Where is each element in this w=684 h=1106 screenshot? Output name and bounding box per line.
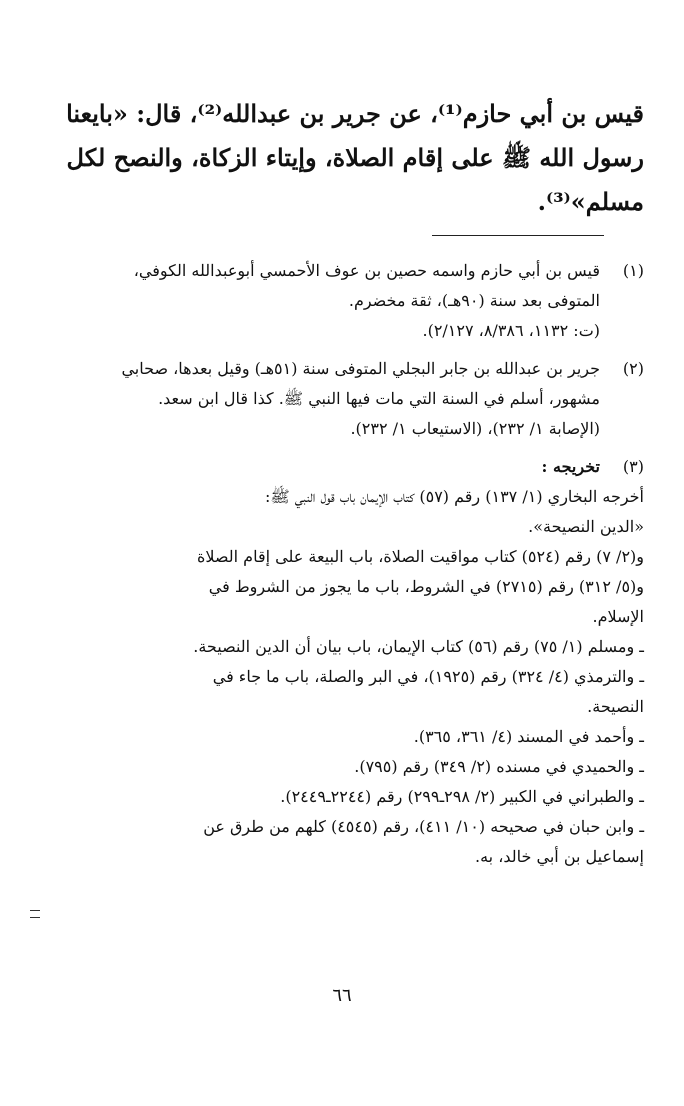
footnote-body [44,354,600,444]
footnote-line: جرير بن عبدالله بن جابر البجلي المتوفى سنة (٥١هـ) وقيل بعدها، صحابي [121,359,600,378]
hadith-line: رسول الله ﷺ على إقام الصلاة، وإيتاء الزكاة، والنصح لكل [66,143,644,172]
citation-line: ـ والطبراني في الكبير (٢/ ٢٩٨ـ٢٩٩) رقم (٢٢٤٤ـ٢٤٤٩). [280,787,644,806]
citation-line: الإسلام. [592,607,644,626]
footnote-line: المتوفى بعد سنة (٩٠هـ)، ثقة مخضرم. [348,291,600,310]
footnote-number: (١) [622,261,644,280]
footnote-line: قيس بن أبي حازم واسمه حصين بن عوف الأحمسي أبوعبدالله الكوفي، [133,261,600,280]
citation-line: النصيحة. [587,697,644,716]
footnote-number: (٢) [622,359,644,378]
citation-line: ـ وأحمد في المسند (٤/ ٣٦١، ٣٦٥). [413,727,644,746]
footnote-line: (ت: ١١٣٢، ٨/٣٨٦، ٢/١٢٧). [422,321,600,340]
footnote-separator [432,235,604,236]
footnote-body [44,452,644,872]
citation-line: إسماعيل بن أبي خالد، به. [475,847,644,866]
footnote-body [44,256,600,346]
citation-line: ـ وابن حبان في صحيحه (١٠/ ٤١١)، رقم (٤٥٤٥) كلهم من طرق عن [203,817,644,836]
hadith-text [44,92,644,224]
footnote-2 [44,354,644,444]
citation-line: «الدين النصيحة». [528,517,644,536]
citation-line: و(٥/ ٣١٢) رقم (٢٧١٥) في الشروط، باب ما يجوز من الشروط في [208,577,644,596]
citation-line: ـ والحميدي في مسنده (٢/ ٣٤٩) رقم (٧٩٥). [354,757,644,776]
citation-line: ـ ومسلم (١/ ٧٥) رقم (٥٦) كتاب الإيمان، باب بيان أن الدين النصيحة. [193,637,644,656]
citation-line: و(٢/ ٧) رقم (٥٢٤) كتاب مواقيت الصلاة، باب البيعة على إقام الصلاة [196,547,644,566]
footnote-line: (الإصابة ١/ ٢٣٢)، (الاستيعاب ١/ ٢٣٢). [350,419,600,438]
footnote-number: (٣) [622,457,644,476]
page-number: ٦٦ [332,985,352,1006]
citation-line: ـ والترمذي (٤/ ٣٢٤) رقم (١٩٢٥)، في البر والصلة، باب ما جاء في [212,667,644,686]
citation-line: أخرجه البخاري (١/ ١٣٧) رقم (٥٧) كتاب الإيمان باب قول النبي ﷺ: [264,487,644,506]
margin-mark [30,910,40,918]
footnote-heading: تخريجه : [541,457,600,476]
footnote-3 [44,452,644,872]
footnote-1 [44,256,644,346]
hadith-line: مسلم»⁽³⁾. [537,187,644,216]
footnote-line: مشهور، أسلم في السنة التي مات فيها النبي ﷺ. كذا قال ابن سعد. [158,389,600,408]
hadith-line: قيس بن أبي حازم⁽¹⁾، عن جرير بن عبدالله⁽²⁾، قال: «بايعنا [66,99,644,128]
